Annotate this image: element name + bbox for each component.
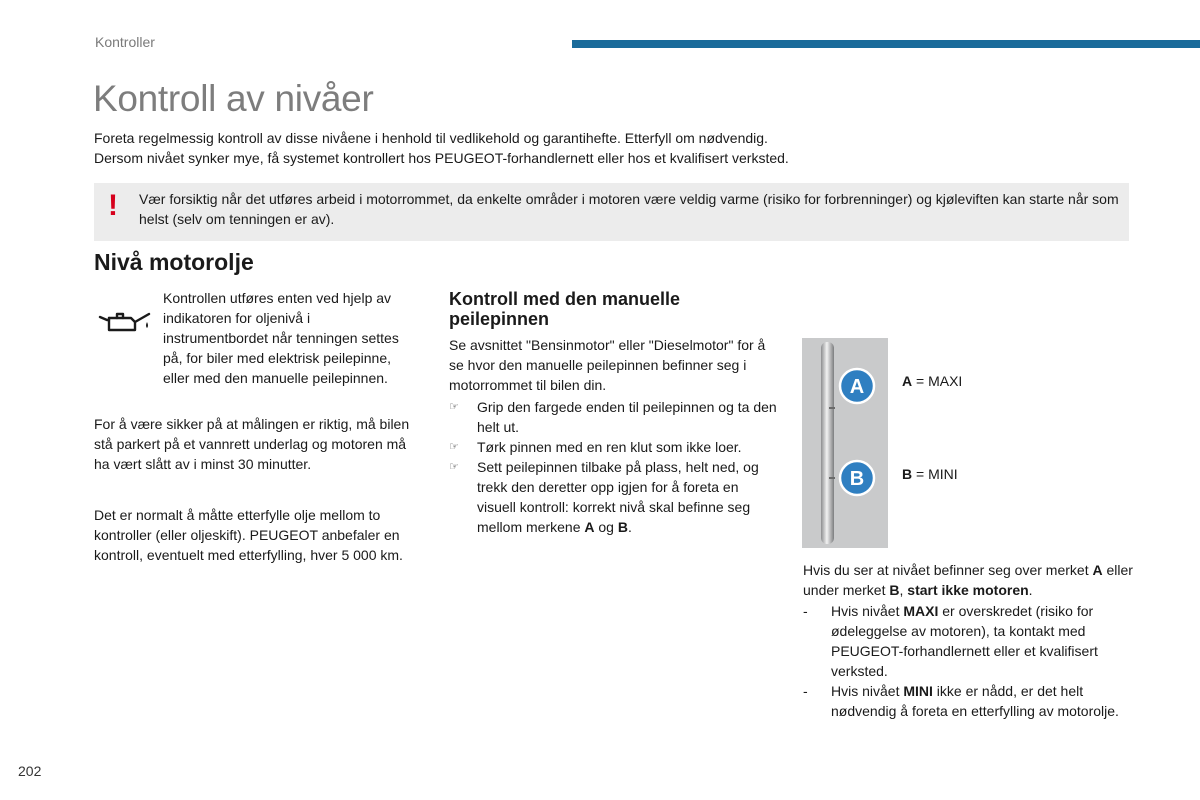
page-number: 202 <box>18 763 42 779</box>
text-span: er overskredet (risiko for ødeleggelse av motoren), ta kontakt med PEUGEOT-forhandlernett eller et kvalifisert verksted. <box>831 603 1098 679</box>
text-span: . <box>1028 582 1033 598</box>
level-notes-list <box>803 601 1138 721</box>
sub-heading-manual-dipstick: Kontroll med den manuelle peilepinnen <box>449 289 681 329</box>
list-item <box>449 397 779 437</box>
step-text: . <box>627 519 632 535</box>
dash-marker: - <box>803 603 808 619</box>
pointing-hand-icon: ☞ <box>449 461 459 473</box>
label-mini <box>902 466 958 482</box>
do-not-start-engine-text: start ikke motoren <box>907 582 1029 598</box>
list-item <box>803 681 1138 721</box>
warning-box <box>94 183 1129 241</box>
label-maxi-key: A <box>902 373 913 389</box>
text-span: Hvis nivået <box>831 683 904 699</box>
intro-text <box>94 128 1154 168</box>
engine-oil-measurement-note: For å være sikker på at målingen er riktig, må bilen stå parkert på et vannrett underlag og motoren må ha vært slått av i minst 30 minutter. <box>94 416 410 472</box>
intro-line-2: Dersom nivået synker mye, få systemet kontrollert hos PEUGEOT-forhandlernett eller hos et kvalifisert verksted. <box>94 150 789 166</box>
engine-oil-intro: Kontrollen utføres enten ved hjelp av indikatoren for oljenivå i instrumentbordet når tenningen settes på, for biler med elektrisk peilepinne, eller med den manuelle peilepinnen. <box>163 290 399 386</box>
label-mini-value: = MINI <box>912 466 958 482</box>
section-label: Kontroller <box>95 34 155 50</box>
mini-keyword: MINI <box>903 683 933 699</box>
warning-text: Vær forsiktig når det utføres arbeid i motorrommet, da enkelte områder i motoren være veldig varme (risiko for forbrenninger) og kjøleviften kan starte når som helst (selv om tenningen er av). <box>139 191 1119 227</box>
step-text: Sett peilepinnen tilbake på plass, helt ned, og trekk den deretter opp igjen for å foreta en visuell kontroll: korrekt nivå skal befinne seg mellom merkene <box>477 459 759 535</box>
text-span: Hvis nivået <box>831 603 904 619</box>
step-text: Tørk pinnen med en ren klut som ikke loer. <box>477 439 742 455</box>
badge-b-letter: B <box>849 468 865 490</box>
exclamation-warning-icon: ! <box>108 189 118 222</box>
dipstick-illustration <box>802 338 888 548</box>
mark-a: A <box>1092 562 1103 578</box>
badge-a-letter: A <box>849 376 865 398</box>
mark-a: A <box>584 519 595 535</box>
label-maxi-value: = MAXI <box>912 373 963 389</box>
text-span: eller under merket <box>803 562 1133 598</box>
step-text: og <box>594 519 618 535</box>
label-maxi <box>902 373 962 389</box>
step-text: Grip den fargede enden til peilepinnen og ta den helt ut. <box>477 399 777 435</box>
text-span: , <box>899 582 908 598</box>
mark-b: B <box>889 582 900 598</box>
list-item <box>449 437 779 457</box>
pointing-hand-icon: ☞ <box>449 441 459 453</box>
pointing-hand-icon: ☞ <box>449 401 459 413</box>
marker-b-icon <box>840 461 874 495</box>
section-heading-engine-oil: Nivå motorolje <box>94 249 254 275</box>
text-span: Hvis du ser at nivået befinner seg over merket <box>803 562 1093 578</box>
manual-dipstick-intro: Se avsnittet "Bensinmotor" eller "Dieselmotor" for å se hvor den manuelle peilepinnen befinner seg i motorrommet til bilen din. <box>449 337 766 393</box>
mark-b: B <box>617 519 628 535</box>
engine-oil-top-up-note: Det er normalt å måtte etterfylle olje mellom to kontroller (eller oljeskift). PEUGEOT anbefaler en kontroll, eventuelt med etterfylling, hver 5 000 km. <box>94 507 403 563</box>
dipstick-steps-list <box>449 397 779 537</box>
page-title: Kontroll av nivåer <box>93 78 374 119</box>
maxi-keyword: MAXI <box>903 603 939 619</box>
intro-line-1: Foreta regelmessig kontroll av disse nivåene i henhold til vedlikehold og garantihefte. Etterfyll om nødvendig. <box>94 130 768 146</box>
header-accent-bar <box>572 40 1200 48</box>
dash-marker: - <box>803 683 808 699</box>
label-mini-key: B <box>902 466 913 482</box>
marker-a-icon <box>840 369 874 403</box>
text-span: ikke er nådd, er det helt nødvendig å foreta en etterfylling av motorolje. <box>831 683 1119 719</box>
level-warning-paragraph <box>803 560 1133 600</box>
oil-can-icon <box>97 308 153 334</box>
list-item <box>803 601 1138 681</box>
list-item <box>449 457 779 537</box>
